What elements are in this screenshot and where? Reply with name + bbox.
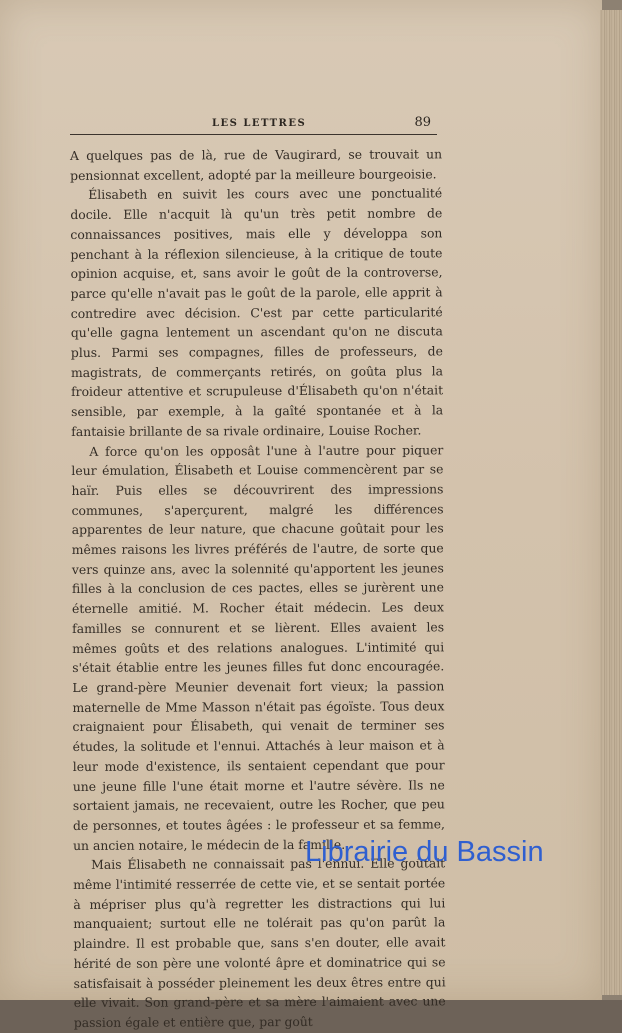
page-header [70,116,437,135]
paragraph-1: A quelques pas de là, rue de Vaugirard, se trouvait un pensionnat excellent, adopté par la meilleure bourgeoisie. [70,146,443,183]
paragraph-2: Élisabeth en suivit les cours avec une ponctualité docile. Elle n'acquit là qu'un très petit nombre de connaissances positives, mais elle y développa son penchant à la réflexion silencieuse, à la critique de toute opinion acquise, et, sans avoir le goût de la controverse, parce qu'elle n'avait pas le goût de la parole, elle apprit à contredire avec décision. C'est par cette particularité qu'elle gagna lentement un ascendant qu'on ne discuta plus. Parmi ses compagnes, filles de professeurs, de magistrats, de commerçants retirés, on goûta plus la froideur attentive et scrupuleuse d'Élisabeth qu'on n'était sensible, par exemple, à la gaîté spontanée et à la fantaisie brillante de sa rivale ordinaire, Louise Rocher. [70,185,444,439]
body-text [70,144,446,1032]
page-edges [600,10,622,995]
paragraph-4: Mais Élisabeth ne connaissait pas l'ennui. Elle goûtait même l'intimité resserrée de cette vie, et se sentait portée à mépriser plus qu'à regretter les distractions qui lui manquaient; surtout elle ne tolérait pas qu'on parût la plaindre. Il est probable que, sans s'en douter, elle avait hérité de son père une volonté âpre et dominatrice qui se satisfaisait à posséder pleinement les deux êtres entre qui elle vivait. Son grand-père et sa mère l'aimaient avec une passion égale et entière que, par goût [73,855,446,1030]
running-head: LES LETTRES [212,118,307,129]
paragraph-3: A force qu'on les opposât l'une à l'autre pour piquer leur émulation, Élisabeth et Louise commencèrent par se haïr. Puis elles se découvrirent des impressions communes, s'aperçurent, malgré les différences apparentes de leur nature, que chacune goûtait pour les mêmes raisons les livres préférés de l'autre, de sorte que vers quinze ans, avec la solennité qu'apportent les jeunes filles à la conclusion de ces pactes, elles se jurèrent une éternelle amitié. M. Rocher était médecin. Les deux familles se connurent et se lièrent. Elles avaient les mêmes goûts et des relations analogues. L'intimité qui s'était établie entre les jeunes filles fut donc encouragée. Le grand-père Meunier devenait fort vieux; la passion maternelle de Mme Masson n'était pas égoïste. Tous deux craignaient pour Élisabeth, qui venait de terminer ses études, la solitude et l'ennui. Attachés à leur maison et à leur mode d'existence, ils sentaient cependant que pour une jeune fille l'une était morne et l'autre sévère. Ils ne sortaient jamais, ne recevaient, outre les Rocher, que peu de personnes, et toutes âgées : le professeur et sa femme, un ancien notaire, le médecin de la famille. [71,441,445,853]
seller-watermark: Librairie du Bassin [305,836,544,868]
page-number: 89 [414,115,431,130]
